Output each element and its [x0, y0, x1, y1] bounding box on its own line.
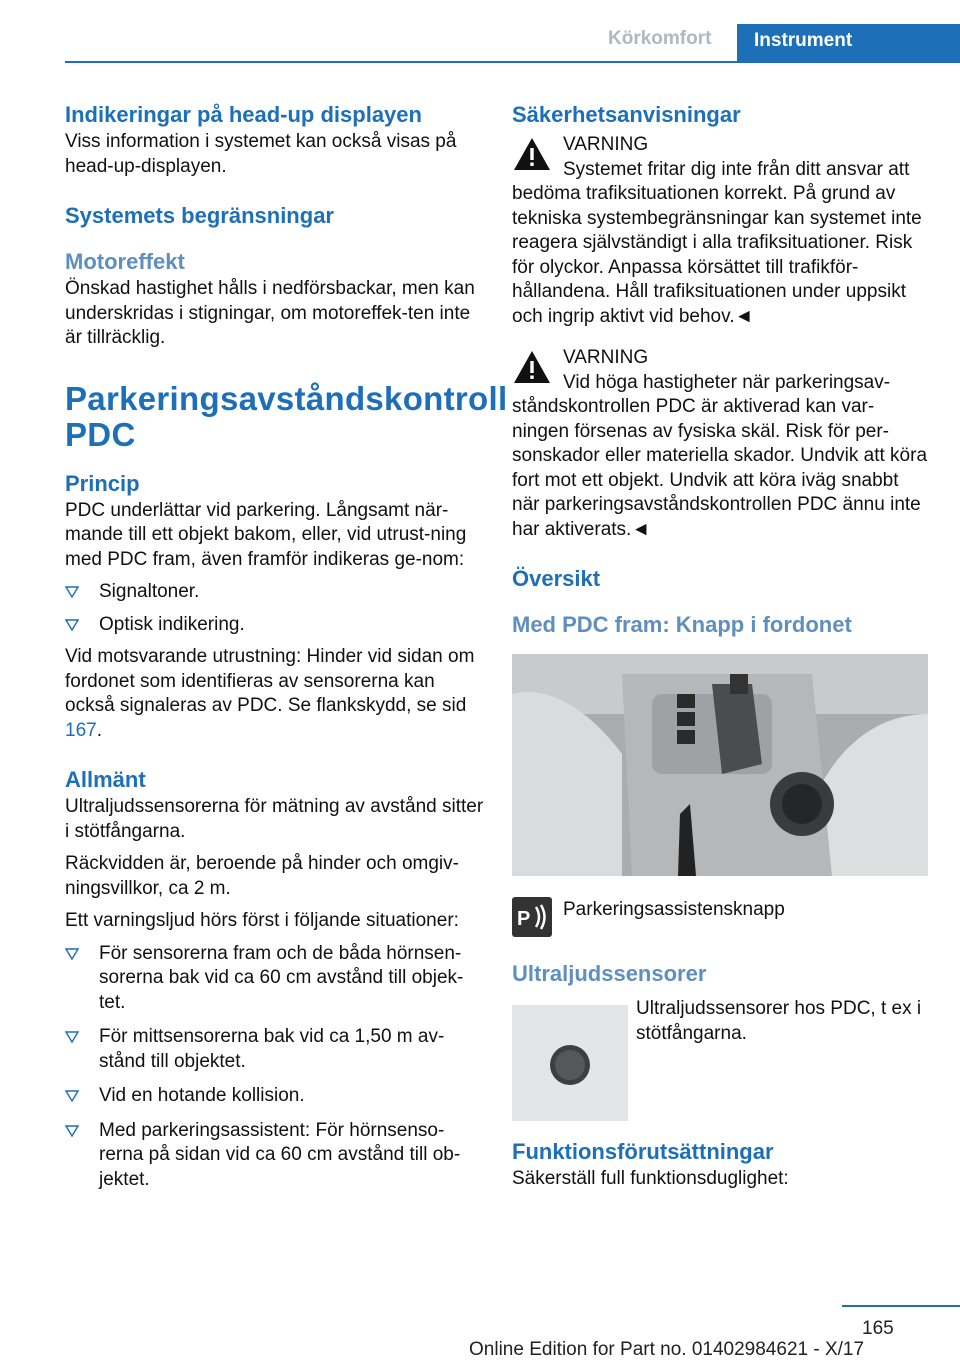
- bullet-triangle-icon: [65, 585, 79, 599]
- heading-oversikt: Översikt: [512, 566, 601, 591]
- chapter-title: Parkeringsavståndskontroll PDC: [65, 379, 508, 453]
- warning-text-first: Systemet fritar dig inte från ditt ansvar att: [563, 159, 910, 180]
- text-hud: Viss information i systemet kan också visas på head-up-displayen.: [65, 131, 457, 177]
- sensor-row: [512, 997, 930, 1115]
- heading-motor: Motoreffekt: [65, 249, 185, 274]
- right-column: [512, 100, 930, 1192]
- page-link-167[interactable]: 167: [65, 719, 97, 741]
- pdc-button-row: [512, 895, 930, 943]
- warning-block-1: [512, 132, 930, 329]
- tab-korkomfort[interactable]: Körkomfort: [608, 28, 712, 49]
- warning-icon: [512, 347, 552, 387]
- tab-instrument[interactable]: Instrument: [737, 24, 960, 62]
- heading-funktion: Funktionsförutsättningar: [512, 1139, 774, 1164]
- list-item: Vid en hotande kollision.: [65, 1084, 485, 1109]
- sensor-text: Ultraljudssensorer hos PDC, t ex i stötfångarna.: [636, 998, 922, 1044]
- warning-label: VARNING: [563, 134, 649, 155]
- text-allmant-2: Räckvidden är, beroende på hinder och omgiv-ningsvillkor, ca 2 m.: [65, 853, 459, 899]
- text-princip: PDC underlättar vid parkering. Långsamt när-mande till ett objekt bakom, eller, vid utrust-ning med PDC fram, även framför indikeras ge-nom:: [65, 499, 467, 570]
- footer-rule: [842, 1305, 960, 1307]
- pdc-console-photo: [512, 654, 928, 876]
- pdc-button-caption: Parkeringsassistensknapp: [563, 899, 785, 920]
- text-allmant-1: Ultraljudssensorerna för mätning av avstånd sitter i stötfångarna.: [65, 796, 484, 842]
- heading-pdc-fram: Med PDC fram: Knapp i fordonet: [512, 612, 852, 637]
- warning-text: bedöma trafiksituationen korrekt. På grund av tekniska systembegränsningar kan systemet inte reagera självständigt i alla trafiksituationer. Risk för olyckor. Anpassa körsättet till trafikför-hållandena. Håll trafiksituationen under uppsikt och ingrip aktivt vid behov.◄: [512, 183, 922, 327]
- list-item: Optisk indikering.: [65, 613, 485, 638]
- bullet-triangle-icon: [65, 618, 79, 632]
- warning-text: ståndskontrollen PDC är aktiverad kan var-ningen försenas av fysiska skäl. Risk för per-sonskador eller materiella skador. Undvik att köra fort mot ett objekt. Undvik att köra iväg snabbt när parkeringsavståndskontrollen PDC ännu inte har aktiverats.◄: [512, 396, 928, 540]
- heading-allmant: Allmänt: [65, 767, 146, 792]
- ultrasonic-sensor-image: [512, 1005, 628, 1121]
- list-item: Med parkeringsassistent: För hörnsenso-rerna på sidan vid ca 60 cm avstånd till ob-jektet.: [65, 1119, 485, 1193]
- heading-ultra: Ultraljudssensorer: [512, 961, 707, 986]
- list-item: För sensorerna fram och de båda hörnsen-sorerna bak vid ca 60 cm avstånd till objek-tet.: [65, 942, 485, 1016]
- heading-hud: Indikeringar på head-up displayen: [65, 102, 422, 127]
- text-allmant-3: Ett varningsljud hörs först i följande situationer:: [65, 910, 459, 931]
- text-motor: Önskad hastighet hålls i nedförsbackar, men kan underskridas i stigningar, om motoreffek-ten inte är tillräcklig.: [65, 278, 475, 348]
- warning-label: VARNING: [563, 347, 649, 368]
- parking-assist-button-icon[interactable]: [512, 897, 552, 937]
- svg-text:P: P: [517, 908, 531, 930]
- heading-princip: Princip: [65, 470, 140, 496]
- edition-text: Online Edition for Part no. 01402984621 - X/17: [469, 1339, 865, 1360]
- page-number: 165: [862, 1318, 894, 1339]
- bullet-triangle-icon: [65, 1124, 79, 1138]
- warning-icon: [512, 134, 552, 174]
- text-hinder: Vid motsvarande utrustning: Hinder vid sidan om fordonet som identifieras av sensorerna kan också signaleras av PDC. Se flankskydd, se sid 167.: [65, 646, 475, 741]
- heading-safety: Säkerhetsanvisningar: [512, 102, 741, 127]
- text-funktion: Säkerställ full funktionsduglighet:: [512, 1168, 789, 1189]
- bullet-triangle-icon: [65, 1089, 79, 1103]
- bullet-triangle-icon: [65, 947, 79, 961]
- header-rule: [65, 61, 960, 63]
- list-item: Signaltoner.: [65, 580, 485, 605]
- list-item: För mittsensorerna bak vid ca 1,50 m av-stånd till objektet.: [65, 1025, 485, 1074]
- bullet-triangle-icon: [65, 1030, 79, 1044]
- warning-text-first: Vid höga hastigheter när parkeringsav-: [563, 372, 891, 393]
- left-column: [65, 100, 508, 1192]
- warning-block-2: [512, 345, 930, 542]
- heading-limits: Systemets begränsningar: [65, 203, 334, 228]
